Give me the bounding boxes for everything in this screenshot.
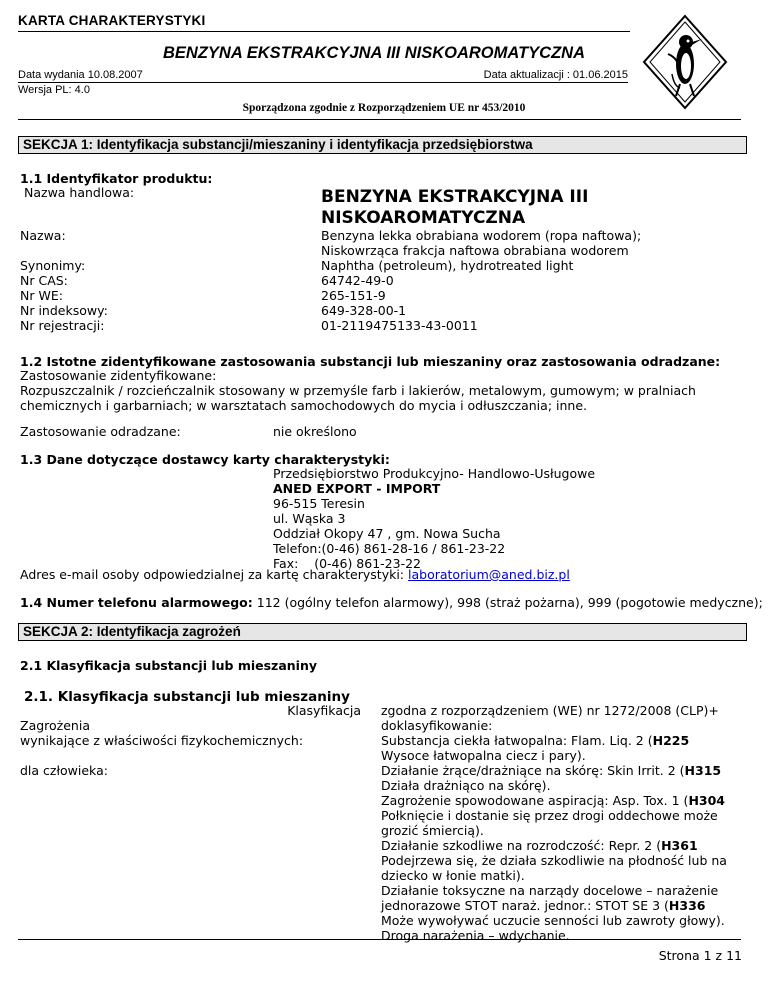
hazard-code: H336 bbox=[668, 898, 706, 913]
s21-heading: 2.1 Klasyfikacja substancji lub mieszaniny bbox=[20, 658, 318, 673]
s13-heading: 1.3 Dane dotyczące dostawcy karty charakterystyki: bbox=[20, 452, 390, 467]
section-2-heading: SEKCJA 2: Identyfikacja zagrożeń bbox=[18, 623, 747, 641]
update-date: Data aktualizacji : 01.06.2015 bbox=[483, 69, 628, 81]
name-label: Nazwa: bbox=[20, 228, 66, 243]
classification-line: zgodna z rozporządzeniem (WE) nr 1272/2008 (CLP)+ bbox=[381, 703, 719, 718]
trade-name-value: BENZYNA EKSTRAKCYJNA III NISKOAROMATYCZNA bbox=[321, 187, 589, 228]
classification-label: Klasyfikacja bbox=[287, 703, 361, 718]
classification-line: Substancja ciekła łatwopalna: Flam. Liq. 2 (H225 bbox=[381, 733, 690, 748]
physchem-label: wynikające z właściwości fizykochemicznych: bbox=[20, 733, 304, 748]
issue-date: Data wydania 10.08.2007 bbox=[18, 69, 143, 81]
hazard-code: H315 bbox=[684, 763, 722, 778]
email-link[interactable]: laboratorium@aned.biz.pl bbox=[408, 567, 570, 582]
human-label: dla człowieka: bbox=[20, 763, 108, 778]
email-line: Adres e-mail osoby odpowiedzialnej za kartę charakterystyki: laboratorium@aned.biz.pl bbox=[20, 567, 570, 582]
s14-value: 112 (ogólny telefon alarmowy), 998 (straż pożarna), 999 (pogotowie medyczne); bbox=[252, 595, 763, 610]
classification-details bbox=[381, 703, 727, 943]
footer-rule bbox=[18, 939, 741, 940]
classification-line: dziecko w łonie matki). bbox=[381, 868, 525, 883]
s14-line bbox=[20, 595, 763, 610]
hazard-code: H361 bbox=[661, 838, 698, 853]
section-1-heading: SEKCJA 1: Identyfikacja substancji/mieszaniny i identyfikacja przedsiębiorstwa bbox=[18, 136, 747, 154]
classification-line: Połknięcie i dostanie się przez drogi oddechowe może bbox=[381, 808, 718, 823]
discouraged-label: Zastosowanie odradzane: bbox=[20, 424, 181, 439]
classification-line: Może wywoływać uczucie senności lub zawroty głowy). bbox=[381, 913, 725, 928]
classification-line: doklasyfikowanie: bbox=[381, 718, 493, 733]
hazard-code: H225 bbox=[652, 733, 690, 748]
s14-heading: 1.4 Numer telefonu alarmowego: bbox=[20, 595, 253, 610]
supplier-name: ANED EXPORT - IMPORT bbox=[273, 481, 441, 496]
name-value: Benzyna lekka obrabiana wodorem (ropa naftowa); Niskowrząca frakcja naftowa obrabiana wodorem Naphtha (petroleum), hydrotreated light 64742-49-0 265-151-9 649-328-00-1 01-2119475133-43-0011 bbox=[321, 228, 642, 333]
s11-heading: 1.1 Identyfikator produktu: bbox=[20, 171, 213, 186]
header-rule-top bbox=[18, 31, 630, 32]
identified-use: Zastosowanie zidentyfikowane: Rozpuszczalnik / rozcieńczalnik stosowany w przemyśle farb i lakierów, metalowym, gumowym; w pralniach chemicznych i garbarniach; w warsztatach samochodowych do mycia i odłuszczania; inne. bbox=[20, 368, 696, 413]
card-title: KARTA CHARAKTERYSTYKI bbox=[18, 13, 206, 28]
page-number: Strona 1 z 11 bbox=[658, 948, 742, 963]
discouraged-value: nie określono bbox=[273, 424, 357, 439]
version: Wersja PL: 4.0 bbox=[18, 84, 90, 96]
classification-line: grozić śmiercią). bbox=[381, 823, 484, 838]
classification-line: Działanie szkodliwe na rozrodczość: Repr. 2 (H361 bbox=[381, 838, 698, 853]
supplier-block: Przedsiębiorstwo Produkcyjno- Handlowo-Usługowe ANED EXPORT - IMPORT 96-515 Teresin ul. Wąska 3 Oddział Okopy 47 , gm. Nowa Sucha Telefon:(0-46) 861-28-16 / 861-23-22 Fax: (0-46) 861-23-22 bbox=[273, 466, 596, 571]
classification-line: jednorazowe STOT naraż. jednor.: STOT SE 3 (H336 bbox=[381, 898, 706, 913]
trade-name-label: Nazwa handlowa: bbox=[24, 185, 135, 200]
s21b-heading: 2.1. Klasyfikacja substancji lub mieszaniny bbox=[24, 689, 350, 705]
hazard-code: H304 bbox=[688, 793, 725, 808]
classification-line: Działanie żrące/drażniące na skórę: Skin Irrit. 2 (H315 bbox=[381, 763, 722, 778]
classification-line: Działa drażniąco na skórę). bbox=[381, 778, 551, 793]
company-logo bbox=[640, 14, 730, 110]
hazards-label: Zagrożenia bbox=[20, 718, 90, 733]
product-title: BENZYNA EKSTRAKCYJNA III NISKOAROMATYCZNA bbox=[163, 44, 585, 62]
s12-heading: 1.2 Istotne zidentyfikowane zastosowania substancji lub mieszaniny oraz zastosowania odradzane: bbox=[20, 354, 721, 369]
classification-line: Wysoce łatwopalna ciecz i pary). bbox=[381, 748, 586, 763]
identifier-labels: Synonimy: Nr CAS: Nr WE: Nr indeksowy: Nr rejestracji: bbox=[20, 258, 108, 333]
classification-line: Działanie toksyczne na narządy docelowe – narażenie bbox=[381, 883, 719, 898]
classification-line: Zagrożenie spowodowane aspiracją: Asp. Tox. 1 (H304 bbox=[381, 793, 725, 808]
regulation-note: Sporządzona zgodnie z Rozporządzeniem UE nr 453/2010 bbox=[242, 102, 526, 114]
classification-line: Podejrzewa się, że działa szkodliwie na płodność lub na bbox=[381, 853, 727, 868]
classification-line: Droga narażenia – wdychanie. bbox=[381, 928, 570, 943]
header-rule-mid bbox=[18, 82, 628, 83]
header-rule-bottom bbox=[18, 119, 741, 120]
